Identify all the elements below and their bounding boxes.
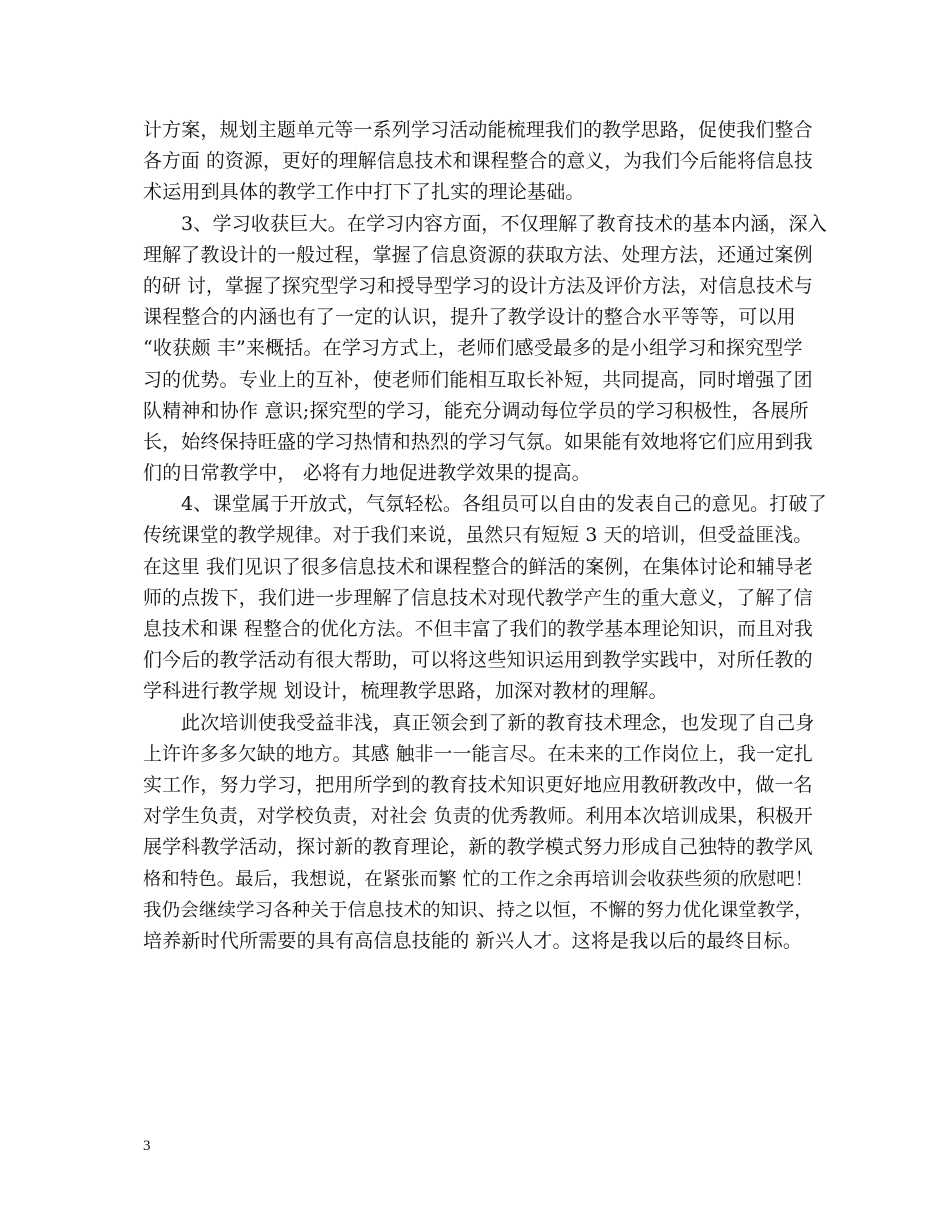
body-text bbox=[143, 115, 827, 957]
text-line: 学科进行教学规 划设计，梳理教学思路，加深对教材的理解。 bbox=[143, 680, 668, 703]
text-line: 实工作，努力学习，把用所学到的教育技术知识更好地应用教研教改中，做一名 bbox=[143, 773, 813, 796]
text-line: 计方案，规划主题单元等一系列学习活动能梳理我们的教学思路，促使我们整合 bbox=[143, 119, 813, 141]
text-line: 此次培训使我受益非浅，真正领会到了新的教育技术理念，也发现了自己身 bbox=[181, 711, 815, 734]
text-line: 的研 讨，掌握了探究型学习和授导型学习的设计方法及评价方法，对信息技术与 bbox=[143, 275, 813, 297]
text-line: “收获颇 丰”来概括。在学习方式上，老师们感受最多的是小组学习和探究型学 bbox=[143, 337, 803, 360]
text-line: 理解了教设计的一般过程，掌握了信息资源的获取方法、处理方法，还通过案例 bbox=[143, 243, 813, 266]
text-line: 对学生负责，对学校负责，对社会 负责的优秀教师。利用本次培训成果，积极开 bbox=[143, 806, 813, 828]
text-line: 培养新时代所需要的具有高信息技能的 新兴人才。这将是我以后的最终目标。 bbox=[143, 929, 803, 952]
text-line: 队精神和协作 意识;探究型的学习，能充分调动每位学员的学习积极性，各展所 bbox=[143, 399, 809, 422]
text-line: 们的日常教学中， 必将有力地促进教学效果的提高。 bbox=[143, 462, 591, 485]
text-line: 各方面 的资源，更好的理解信息技术和课程整合的意义，为我们今后能将信息技 bbox=[143, 151, 813, 173]
text-line: 展学科教学活动，探讨新的教育理论，新的教学模式努力形成自己独特的教学风 bbox=[143, 836, 813, 859]
text-line: 们今后的教学活动有很大帮助，可以将这些知识运用到教学实践中，对所任教的 bbox=[143, 649, 813, 672]
text-line: 上许许多多欠缺的地方。其感 触非一一能言尽。在未来的工作岗位上，我一定扎 bbox=[143, 743, 813, 765]
text-line: 长，始终保持旺盛的学习热情和热烈的学习气氛。如果能有效地将它们应用到我 bbox=[143, 430, 813, 453]
text-line: 传统课堂的教学规律。对于我们来说，虽然只有短短 3 天的培训，但受益匪浅。 bbox=[143, 525, 813, 547]
text-line: 术运用到具体的教学工作中打下了扎实的理论基础。 bbox=[143, 181, 585, 204]
page-number: 3 bbox=[143, 1138, 151, 1154]
text-line: 习的优势。专业上的互补，使老师们能相互取长补短，共同提高，同时增强了团 bbox=[143, 368, 813, 391]
text-line: 4、课堂属于开放式，气氛轻松。各组员可以自由的发表自己的意见。打破了 bbox=[181, 493, 827, 516]
text-line: 我仍会继续学习各种关于信息技术的知识、持之以恒，不懈的努力优化课堂教学， bbox=[143, 899, 813, 921]
text-line: 格和特色。最后，我想说，在紧张而繁 忙的工作之余再培训会收获些须的欣慰吧！ bbox=[143, 868, 814, 890]
text-line: 在这里 我们见识了很多信息技术和课程整合的鲜活的案例，在集体讨论和辅导老 bbox=[143, 556, 813, 578]
text-line: 3、学习收获巨大。在学习内容方面，不仅理解了教育技术的基本内涵，深入 bbox=[181, 212, 827, 235]
text-line: 师的点拨下，我们进一步理解了信息技术对现代教学产生的重大意义，了解了信 bbox=[143, 586, 813, 609]
text-line: 课程整合的内涵也有了一定的认识，提升了教学设计的整合水平等等，可以用 bbox=[143, 306, 796, 329]
text-line: 息技术和课 程整合的优化方法。不但丰富了我们的教学基本理论知识，而且对我 bbox=[143, 619, 813, 640]
